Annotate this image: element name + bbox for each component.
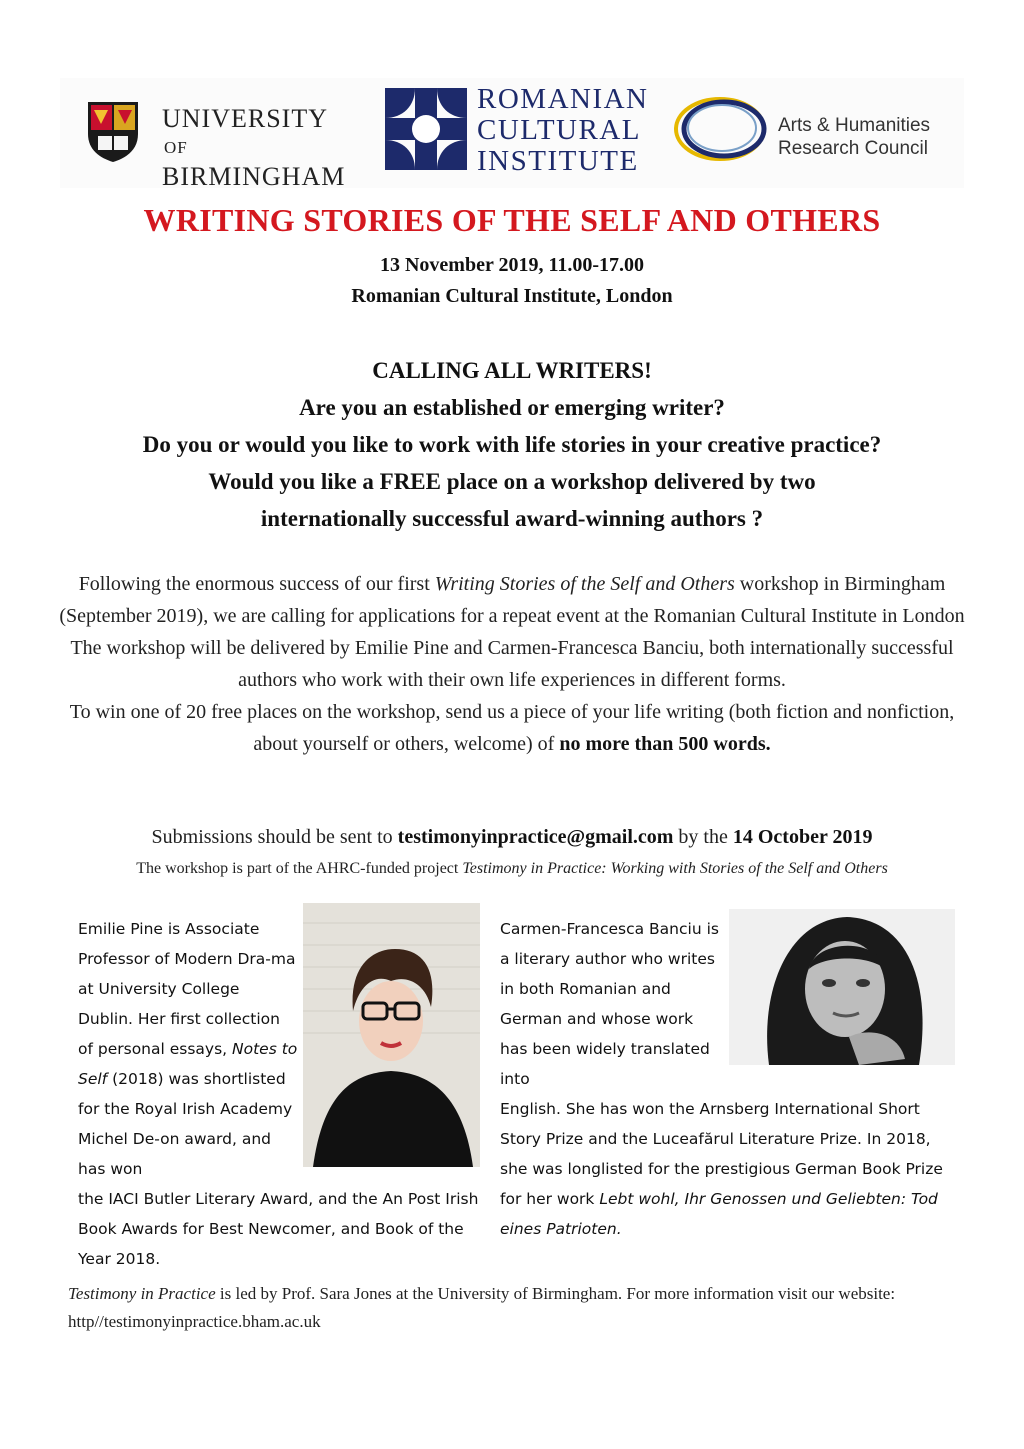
event-venue: Romanian Cultural Institute, London (351, 285, 673, 307)
footer-note: Testimony in Practice is led by Prof. Sara Jones at the University of Birmingham. For more information visit our website: http//testimonyinpractice.bham.ac.uk (68, 1284, 896, 1331)
carmen-francesca-banciu-photo (729, 909, 955, 1065)
ahrc-logo (670, 88, 960, 178)
uob-wordmark: UNIVERSITY OF BIRMINGHAM (162, 104, 346, 191)
rci-cross-icon (385, 88, 467, 170)
romanian-cultural-institute-logo (385, 84, 655, 180)
bio-carmen-francesca-banciu: Carmen-Francesca Banciu is a literary author who writes in both Romanian and German and whose work has been widely translated into English. She has won the Arnsberg International Short Story Prize and the Luceafărul Literature Prize. In 2018, she was longlisted for the prestigious German Book Prize for her work Lebt wohl, Ihr Genossen und Geliebten: Tod eines Patrioten. (500, 920, 943, 1238)
project-note: The workshop is part of the AHRC-funded project Testimony in Practice: Working with Stories of the Self and Others (136, 860, 888, 877)
submission-deadline: 14 October 2019 (732, 826, 873, 848)
intro-text (50, 568, 974, 760)
call-line: internationally successful award-winning authors ? (260, 506, 764, 531)
call-line: Would you like a FREE place on a workshop delivered by two (208, 469, 816, 494)
intro-paragraph-1: Following the enormous success of our first Writing Stories of the Self and Others workshop in Birmingham (September 2019), we are calling for applications for a repeat event at the Romanian Cultural Institute in London (59, 573, 965, 627)
emilie-pine-photo (303, 903, 480, 1167)
call-line: Do you or would you like to work with life stories in your creative practice? (142, 432, 882, 457)
event-title: WRITING STORIES OF THE SELF AND OTHERS (143, 202, 881, 238)
rci-wordmark: ROMANIAN CULTURAL INSTITUTE (477, 83, 649, 177)
university-of-birmingham-logo (86, 100, 376, 191)
call-line: Are you an established or emerging writer? (299, 395, 725, 420)
logo-banner (60, 78, 964, 191)
event-date: 13 November 2019, 11.00-17.00 (379, 254, 645, 276)
ahrc-rings-icon (670, 92, 774, 166)
birmingham-crest-icon (86, 100, 140, 164)
intro-paragraph-3: To win one of 20 free places on the workshop, send us a piece of your life writing (both fiction and nonfiction, about yourself or others, welcome) of no more than 500 words. (69, 701, 955, 755)
ahrc-wordmark: Arts & Humanities Research Council (778, 115, 931, 159)
intro-paragraph-2: The workshop will be delivered by Emilie Pine and Carmen-Francesca Banciu, both internationally successful authors who work with their own life experiences in different forms. (70, 637, 954, 691)
submission-info: Submissions should be sent to testimonyinpractice@gmail.com by the 14 October 2019 (151, 826, 873, 848)
call-to-writers (60, 352, 964, 537)
bio-emilie-pine: Emilie Pine is Associate Professor of Modern Dra-ma at University College Dublin. Her first collection of personal essays, Notes to Self (2018) was shortlisted for the Royal Irish Academy Michel De-on award, and has won the IACI Butler Literary Award, and the An Post Irish Book Awards for Best Newcomer, and Book of the Year 2018. (78, 920, 479, 1268)
submission-email-link[interactable]: testimonyinpractice@gmail.com (397, 826, 674, 848)
call-line: CALLING ALL WRITERS! (372, 358, 652, 383)
